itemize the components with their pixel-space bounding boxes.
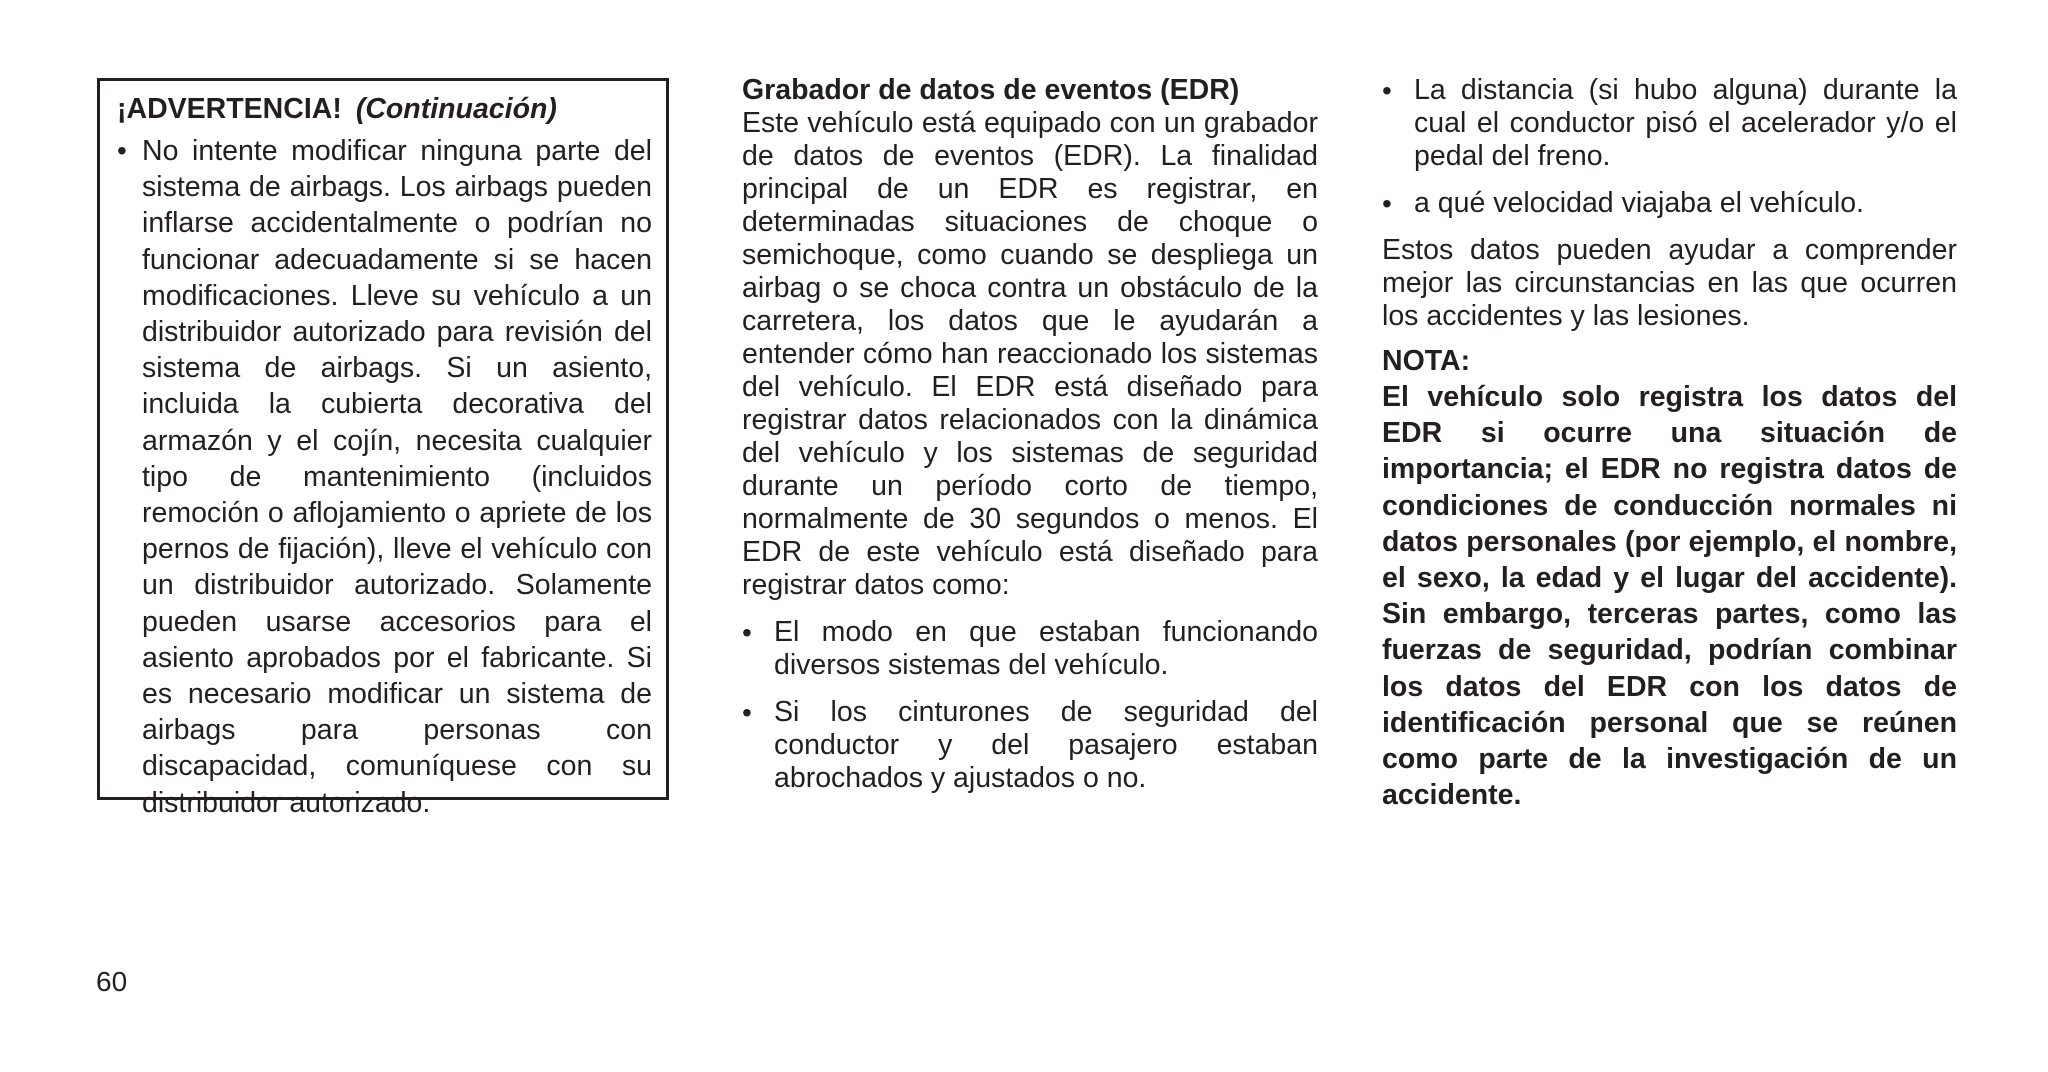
edr-bullet-item	[742, 696, 1318, 795]
bullet-icon: •	[117, 135, 127, 166]
warning-heading	[117, 91, 652, 127]
warning-box	[97, 78, 669, 819]
bullet-icon: •	[1382, 188, 1392, 219]
column-right	[1382, 74, 1957, 813]
edr-bullet-text: El modo en que estaban funcionando diversos sistemas del vehículo.	[774, 616, 1318, 681]
bullet-icon: •	[742, 697, 752, 728]
edr-bullet-text: Si los cinturones de seguridad del conductor y del pasajero estaban abrochados y ajustados o no.	[774, 696, 1318, 794]
edr-bullet-item	[1382, 74, 1957, 173]
warning-bullet-item	[117, 133, 652, 821]
edr-bullet-item	[742, 616, 1318, 682]
warning-bullet-text: No intente modificar ninguna parte del sistema de airbags. Los airbags pueden inflarse accidentalmente o podrían no funcionar adecuadamente si se hacen modificaciones. Lleve su vehículo a un distribuidor autorizado para revisión del sistema de airbags. Si un asiento, incluida la cubierta decorativa del armazón y el cojín, necesita cualquier tipo de mantenimiento (incluidos remoción o aflojamiento o apriete de los pernos de fijación), lleve el vehículo con un distribuidor autorizado. Solamente pueden usarse accesorios para el asiento aprobados por el fabricante. Si es necesario modificar un sistema de airbags para personas con discapacidad, comuníquese con su distribuidor autorizado.	[142, 135, 652, 819]
edr-summary-paragraph: Estos datos pueden ayudar a comprender mejor las circunstancias en las que ocurren los accidentes y las lesiones.	[1382, 234, 1957, 332]
edr-bullet-text: a qué velocidad viajaba el vehículo.	[1414, 187, 1864, 219]
edr-section-title: Grabador de datos de eventos (EDR)	[742, 74, 1240, 106]
column-middle	[742, 74, 1318, 795]
warning-title: ¡ADVERTENCIA!	[117, 93, 342, 125]
note-body: El vehículo solo registra los datos del EDR si ocurre una situación de importancia; el EDR no registra datos de condiciones de conducción normales ni datos personales (por ejemplo, el nombre, el sexo, la edad y el lugar del accidente). Sin embargo, terceras partes, como las fuerzas de seguridad, podrían combinar los datos del EDR con los datos de identificación personal que se reúnen como parte de la investigación de un accidente.	[1382, 381, 1957, 812]
note-title: NOTA:	[1382, 345, 1471, 377]
bullet-icon: •	[1382, 75, 1392, 106]
bullet-icon: •	[742, 617, 752, 648]
edr-bullet-item	[1382, 187, 1957, 220]
page-number: 60	[96, 966, 128, 997]
edr-bullet-text: La distancia (si hubo alguna) durante la cual el conductor pisó el acelerador y/o el pedal del freno.	[1414, 74, 1957, 172]
edr-intro-paragraph: Este vehículo está equipado con un grabador de datos de eventos (EDR). La finalidad principal de un EDR es registrar, en determinadas situaciones de choque o semichoque, como cuando se despliega un airbag o se choca contra un obstáculo de la carretera, los datos que le ayudarán a entender cómo han reaccionado los sistemas del vehículo. El EDR está diseñado para registrar datos relacionados con la dinámica del vehículo y los sistemas de seguridad durante un período corto de tiempo, normalmente de 30 segundos o menos. El EDR de este vehículo está diseñado para registrar datos como:	[742, 107, 1318, 601]
warning-continuation: (Continuación)	[355, 93, 557, 125]
